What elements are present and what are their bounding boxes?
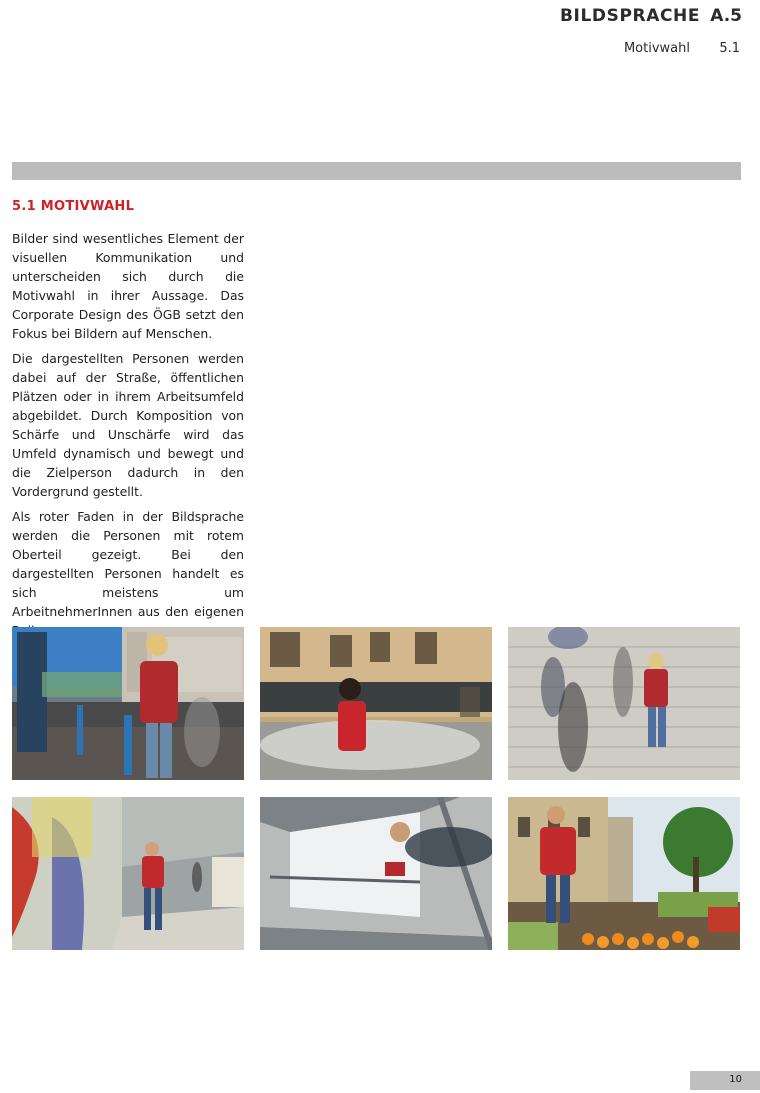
- paragraph-2: Die dargestellten Personen werden dabei auf der Straße, öffentlichen Plätzen oder in ihrem Arbeitsumfeld abgebildet. Durch Komposition von Schärfe und Unschärfe wird das Umfeld dynamisch und bewegt und die Zielperson dadurch in den Vordergrund gestellt.: [12, 351, 244, 499]
- section-title: Motivwahl: [623, 41, 690, 56]
- section-number: 5.1: [719, 41, 740, 56]
- photo-woman-stairs: [508, 627, 740, 780]
- chapter-code: A.5: [710, 6, 742, 26]
- paragraph-3: Als roter Faden in der Bildsprache werden die Personen mit rotem Oberteil gezeigt. Bei den dargestellten Personen handelt es sich meistens um ArbeitnehmerInnen aus den eigenen: [12, 509, 244, 619]
- gray-band: [12, 162, 741, 180]
- photo-man-market: [508, 797, 740, 950]
- page-number: 10: [729, 1074, 742, 1085]
- photo-woman-street: [12, 627, 244, 780]
- page-number-tab: [690, 1071, 760, 1090]
- chapter-title: BILDSPRACHE: [560, 6, 701, 26]
- photo-man-underpass: [12, 797, 244, 950]
- paragraph-1: Bilder sind wesentliches Element der visuellen Kommunikation und unterscheiden sich durch die Motivwahl in ihrer Aussage. Das Corporate Design des ÖGB setzt den Fokus bei Bildern auf Menschen.: [12, 231, 244, 341]
- photo-woman-fountain: [260, 627, 492, 780]
- body-text: [12, 229, 244, 646]
- photo-man-stairwell: [260, 797, 492, 950]
- section-heading: 5.1 MOTIVWAHL: [12, 199, 135, 214]
